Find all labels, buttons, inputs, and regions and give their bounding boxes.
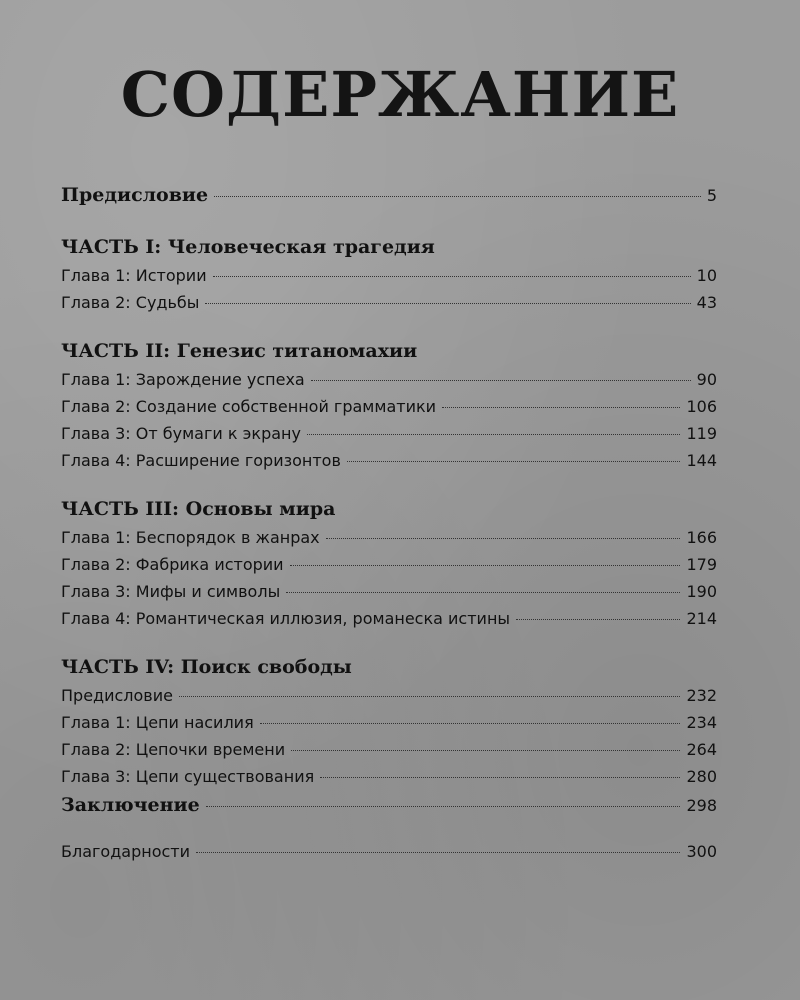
entry-label: Глава 1: Истории [61, 266, 207, 285]
toc-entry-conclusion[interactable] [61, 794, 717, 826]
toc-entry[interactable] [61, 713, 717, 740]
toc-entry[interactable] [61, 528, 717, 555]
entry-label: Глава 4: Расширение горизонтов [61, 451, 341, 470]
dot-leader [286, 592, 680, 593]
entry-page: 190 [686, 582, 717, 601]
toc-entry[interactable] [61, 293, 717, 320]
entry-label: Предисловие [61, 184, 209, 206]
entry-page: 119 [686, 424, 717, 443]
toc-entry[interactable] [61, 767, 717, 794]
entry-page: 106 [686, 397, 717, 416]
page-title: СОДЕРЖАНИЕ [120, 58, 680, 131]
dot-leader [179, 696, 680, 697]
dot-leader [442, 407, 680, 408]
entry-label: Глава 3: От бумаги к экрану [61, 424, 301, 443]
toc-entry[interactable] [61, 397, 717, 424]
entry-page: 144 [686, 451, 717, 470]
dot-leader [206, 806, 681, 807]
dot-leader [290, 565, 681, 566]
dot-leader [291, 750, 680, 751]
toc-entry[interactable] [61, 740, 717, 767]
entry-page: 5 [706, 186, 717, 205]
entry-label: Глава 3: Мифы и символы [61, 582, 281, 601]
dot-leader [320, 777, 680, 778]
toc-entry[interactable] [61, 686, 717, 713]
entry-label: Глава 1: Цепи насилия [61, 713, 254, 732]
entry-label: Заключение [61, 794, 200, 816]
dot-leader [196, 852, 680, 853]
part-heading-2[interactable]: ЧАСТЬ II: Генезис титаномахии [61, 340, 418, 362]
toc-entry[interactable] [61, 424, 717, 451]
entry-label: Предисловие [61, 686, 173, 705]
dot-leader [213, 276, 691, 277]
entry-label: Глава 1: Зарождение успеха [61, 370, 305, 389]
entry-page: 300 [686, 842, 717, 861]
toc-entry[interactable] [61, 555, 717, 582]
entry-page: 10 [696, 266, 717, 285]
part-heading-3[interactable]: ЧАСТЬ III: Основы мира [61, 498, 336, 520]
part-heading-4[interactable]: ЧАСТЬ IV: Поиск свободы [61, 656, 352, 678]
entry-label: Глава 2: Цепочки времени [61, 740, 286, 759]
entry-page: 232 [686, 686, 717, 705]
dot-leader [205, 303, 690, 304]
toc-entry-preface[interactable] [61, 184, 717, 216]
dot-leader [326, 538, 681, 539]
entry-page: 179 [686, 555, 717, 574]
dot-leader [307, 434, 681, 435]
entry-page: 214 [686, 609, 717, 628]
entry-label: Глава 2: Создание собственной грамматики [61, 397, 437, 416]
entry-page: 280 [686, 767, 717, 786]
toc-entry[interactable] [61, 370, 717, 397]
toc-entry-acknowledgements[interactable] [61, 842, 717, 869]
entry-label: Глава 2: Фабрика истории [61, 555, 284, 574]
dot-leader [260, 723, 681, 724]
entry-label: Глава 3: Цепи существования [61, 767, 315, 786]
table-of-contents [61, 184, 717, 869]
dot-leader [347, 461, 681, 462]
dot-leader [214, 196, 701, 197]
entry-page: 234 [686, 713, 717, 732]
toc-entry[interactable] [61, 451, 717, 478]
entry-page: 90 [696, 370, 717, 389]
toc-entry[interactable] [61, 582, 717, 609]
entry-label: Глава 4: Романтическая иллюзия, романеска истины [61, 609, 511, 628]
part-heading-1[interactable]: ЧАСТЬ I: Человеческая трагедия [61, 236, 435, 258]
entry-label: Глава 2: Судьбы [61, 293, 200, 312]
dot-leader [516, 619, 680, 620]
entry-label: Глава 1: Беспорядок в жанрах [61, 528, 320, 547]
entry-label: Благодарности [61, 842, 190, 861]
entry-page: 298 [686, 796, 717, 815]
toc-entry[interactable] [61, 266, 717, 293]
entry-page: 264 [686, 740, 717, 759]
toc-entry[interactable] [61, 609, 717, 636]
dot-leader [311, 380, 691, 381]
entry-page: 166 [686, 528, 717, 547]
entry-page: 43 [696, 293, 717, 312]
